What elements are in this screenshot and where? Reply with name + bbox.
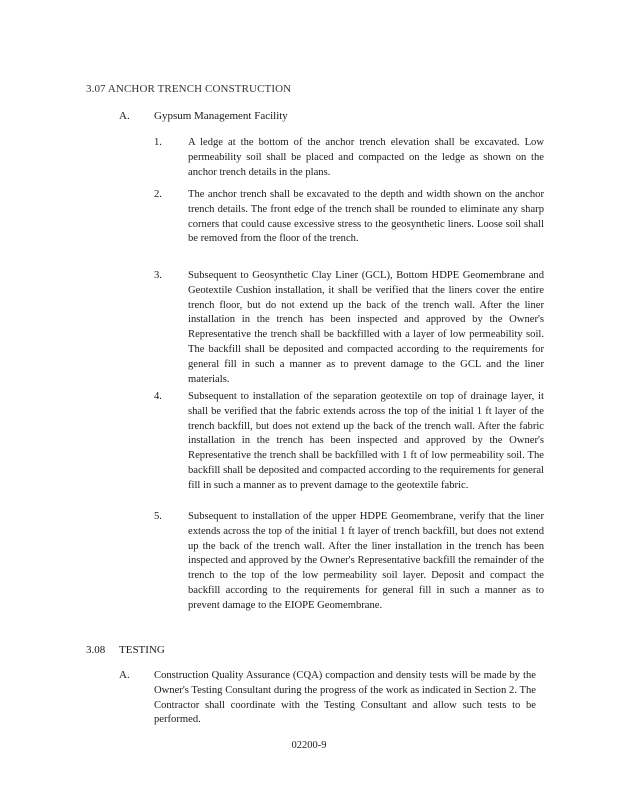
item-number: 1. <box>154 137 162 148</box>
subsection-letter: A. <box>119 110 130 122</box>
item-text: Subsequent to Geosynthetic Clay Liner (GCL), Bottom HDPE Geomembrane and Geotextile Cushion installation, it shall be verified that the liners cover the entire trench floor, but do not extend up the back of the trench wall. After the liner installation in the trench has been inspected and approved by the Owner's Representative the trench shall be backfilled with a layer of low permeability soil. The backfill shall be deposited and compacted according to the requirements for general fill in such a manner as to prevent damage to the GCL and the liner materials. <box>188 270 544 385</box>
subsection-title: Gypsum Management Facility <box>154 110 288 122</box>
item-text: Subsequent to installation of the separation geotextile on top of drainage layer, it shall be verified that the fabric extends across the top of the initial 1 ft layer of the trench backfill, but does not extend up the back of the trench wall. After the fabric installation in the trench has been inspected and approved by the Owner's Representative the trench shall be backfilled with 1 ft of low permeability soil. The backfill shall be deposited and compacted according to the requirements for general fill in such a manner as to prevent damage to the geotextile fabric. <box>188 391 544 491</box>
item-text: The anchor trench shall be excavated to the depth and width shown on the anchor trench details. The front edge of the trench shall be rounded to eliminate any sharp corners that could cause excessive stress to the geosynthetic liners. Loose soil shall be removed from the floor of the trench. <box>188 189 544 245</box>
testing-text: Construction Quality Assurance (CQA) compaction and density tests will be made by the Owner's Testing Consultant during the progress of the work as indicated in Section 2. The Contractor shall coordinate with the Testing Consultant and allow such tests to be performed. <box>154 670 536 726</box>
section-heading: 3.07 ANCHOR TRENCH CONSTRUCTION <box>86 83 292 95</box>
item-text: Subsequent to installation of the upper HDPE Geomembrane, verify that the liner extends across the top of the initial 1 ft layer of trench backfill, but does not extend up the back of the trench wall. After the liner installation in the trench has been inspected and approved by the Owner's Representative backfill the remainder of the trench to the top of the low permeability soil layer. Deposit and compact the backfill according to the requirements for general fill in such a manner as to prevent damage to the EIOPE Geomembrane. <box>188 511 544 611</box>
section-title: TESTING <box>119 644 165 656</box>
item-text: A ledge at the bottom of the anchor trench elevation shall be excavated. Low permeability soil shall be placed and compacted on the ledge as shown on the anchor trench details in the plans. <box>188 137 544 178</box>
item-number: 3. <box>154 270 162 281</box>
page-number: 02200-9 <box>291 740 327 751</box>
item-number: 5. <box>154 511 162 522</box>
item-number: 2. <box>154 189 162 200</box>
section-number: 3.08 <box>86 644 106 656</box>
item-letter: A. <box>119 669 130 681</box>
item-number: 4. <box>154 391 162 402</box>
